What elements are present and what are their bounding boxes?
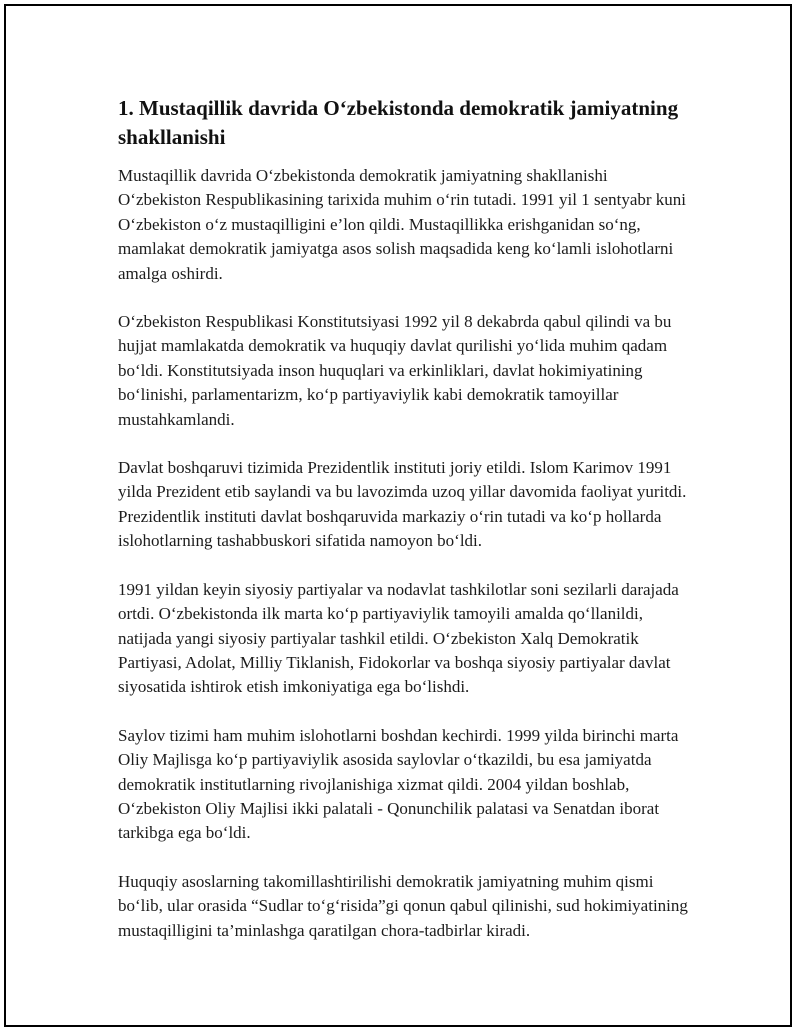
- paragraph-political-parties: 1991 yildan keyin siyosiy partiyalar va nodavlat tashkilotlar soni sezilarli darajada ortdi. O‘zbekistonda ilk marta ko‘p partiyaviylik tamoyili amalda qo‘llanildi, natijada yangi siyosiy partiyalar tashkil etildi. O‘zbekiston Xalq Demokratik Partiyasi, Adolat, Milliy Tiklanish, Fidokorlar va boshqa siyosiy partiyalar davlat siyosatida ishtirok etish imkoniyatiga ega bo‘lishdi.: [118, 579, 679, 697]
- paragraph-electoral-system: Saylov tizimi ham muhim islohotlarni boshdan kechirdi. 1999 yilda birinchi marta Oliy Majlisga ko‘p partiyaviylik asosida saylovlar o‘tkazildi, bu esa jamiyatda demokratik institutlarning rivojlanishiga xizmat qildi. 2004 yildan boshlab, O‘zbekiston Oliy Majlisi ikki palatali - Qonunchilik palatasi va Senatdan iborat tarkibga ega bo‘ldi.: [118, 725, 679, 843]
- paragraph-constitution: O‘zbekiston Respublikasi Konstitutsiyasi 1992 yil 8 dekabrda qabul qilindi va bu hujjat mamlakatda demokratik va huquqiy davlat qurilishi yo‘lida muhim qadam bo‘ldi. Konstitutsiyada inson huquqlari va erkinliklari, davlat hokimiyatining bo‘linishi, parlamentarizm, ko‘p partiyaviylik kabi demokratik tamoyillar mustahkamlandi.: [118, 312, 672, 429]
- paragraph-presidency: Davlat boshqaruvi tizimida Prezidentlik instituti joriy etildi. Islom Karimov 1991 yilda Prezident etib saylandi va bu lavozimda uzoq yillar davomida faoliyat yuritdi. Prezidentlik instituti davlat boshqaruvida markaziy o‘rin tutadi va ko‘p hollarda islohotlarning tashabbuskori sifatida namoyon bo‘ldi.: [118, 458, 687, 551]
- section-heading: 1. Mustaqillik davrida O‘zbekistonda demokratik jamiyatning shakllanishi: [118, 96, 679, 149]
- paragraph-legal-foundations: Huquqiy asoslarning takomillashtirilishi demokratik jamiyatning muhim qismi bo‘lib, ular orasida “Sudlar to‘g‘risida”gi qonun qabul qilinishi, sud hokimiyatining mustaqilligini ta’minlashga qaratilgan chora-tadbirlar kiradi.: [118, 871, 688, 940]
- paragraph-independence: Mustaqillik davrida O‘zbekistonda demokratik jamiyatning shakllanishi O‘zbekiston Respublikasining tarixida muhim o‘rin tutadi. 1991 yil 1 sentyabr kuni O‘zbekiston o‘z mustaqilligini e’lon qildi. Mustaqillikka erishganidan so‘ng, mamlakat demokratik jamiyatga asos solish maqsadida keng ko‘lamli islohotlarni amalga oshirdi.: [118, 166, 687, 283]
- document-body: [118, 94, 688, 967]
